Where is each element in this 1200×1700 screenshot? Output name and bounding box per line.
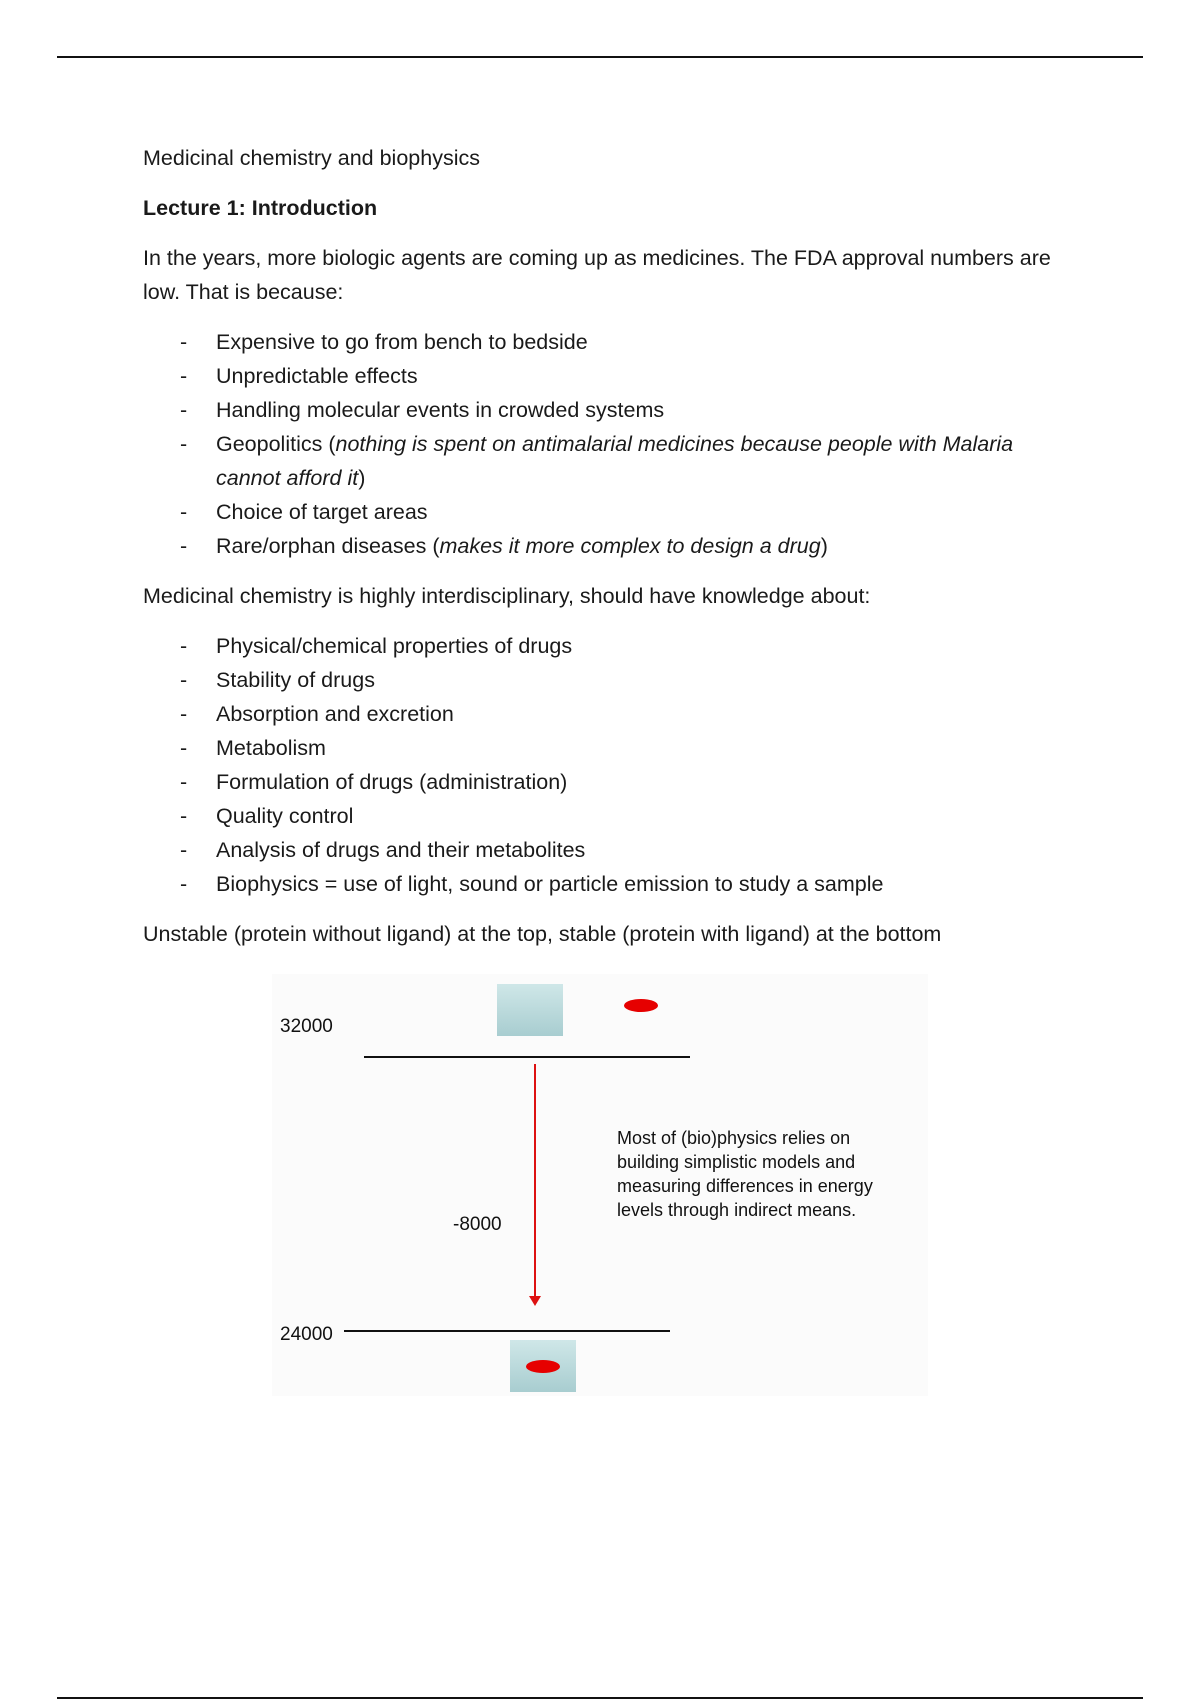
energy-level-diagram [272,974,928,1396]
knowledge-list [143,629,1083,901]
list-item: - Analysis of drugs and their metabolites [143,833,1083,867]
list-item: - Rare/orphan diseases (makes it more complex to design a drug) [143,529,1083,563]
dash-bullet: - [180,432,188,456]
document-title: Medicinal chemistry and biophysics [143,146,480,170]
list-item: - Absorption and excretion [143,697,1083,731]
unstable-energy-level [364,1056,690,1058]
list-item: - Physical/chemical properties of drugs [143,629,1083,663]
list-item: - Expensive to go from bench to bedside [143,325,1083,359]
dash-bullet: - [180,534,188,558]
figure-annotation: Most of (bio)physics relies on building simplistic models and measuring differences in energy levels through indirect means. [617,1128,873,1220]
list-item: - Handling molecular events in crowded systems [143,393,1083,427]
stable-energy-level [344,1330,670,1332]
dash-bullet: - [180,736,188,760]
dash-bullet: - [180,770,188,794]
italic-note: nothing is spent on antimalarial medicines because people with Malaria cannot afford it [216,432,1014,490]
footer-rule [57,1697,1143,1699]
dash-bullet: - [180,838,188,862]
lecture-heading: Lecture 1: Introduction [143,196,378,220]
dash-bullet: - [180,872,188,896]
list-item: - Biophysics = use of light, sound or particle emission to study a sample [143,867,1083,901]
list-item: - Formulation of drugs (administration) [143,765,1083,799]
stability-paragraph: Unstable (protein without ligand) at the top, stable (protein with ligand) at the bottom [143,922,942,946]
list-item: - Geopolitics (nothing is spent on antimalarial medicines because people with Malaria cannot afford it) [143,427,1083,495]
list-item: - Metabolism [143,731,1083,765]
dash-bullet: - [180,500,188,524]
dash-bullet: - [180,398,188,422]
arrow-head-icon [529,1296,541,1306]
reasons-list [143,325,1083,563]
header-rule [57,56,1143,58]
energy-difference-label: -8000 [453,1214,502,1235]
top-energy-label: 32000 [280,1016,333,1037]
dash-bullet: - [180,804,188,828]
dash-bullet: - [180,702,188,726]
document-body [143,141,1083,967]
energy-arrow [534,1064,536,1300]
list-item: - Quality control [143,799,1083,833]
bound-ligand [526,1360,560,1373]
intro-paragraph: In the years, more biologic agents are coming up as medicines. The FDA approval numbers are low. That is because: [143,246,1051,304]
list-item: - Unpredictable effects [143,359,1083,393]
dash-bullet: - [180,668,188,692]
dash-bullet: - [180,634,188,658]
free-ligand [624,999,658,1012]
italic-note: makes it more complex to design a drug [439,534,821,558]
dash-bullet: - [180,364,188,388]
dash-bullet: - [180,330,188,354]
list-item: - Stability of drugs [143,663,1083,697]
knowledge-paragraph: Medicinal chemistry is highly interdisciplinary, should have knowledge about: [143,584,871,608]
bottom-energy-label: 24000 [280,1324,333,1345]
list-item: - Choice of target areas [143,495,1083,529]
unbound-protein [497,984,563,1036]
